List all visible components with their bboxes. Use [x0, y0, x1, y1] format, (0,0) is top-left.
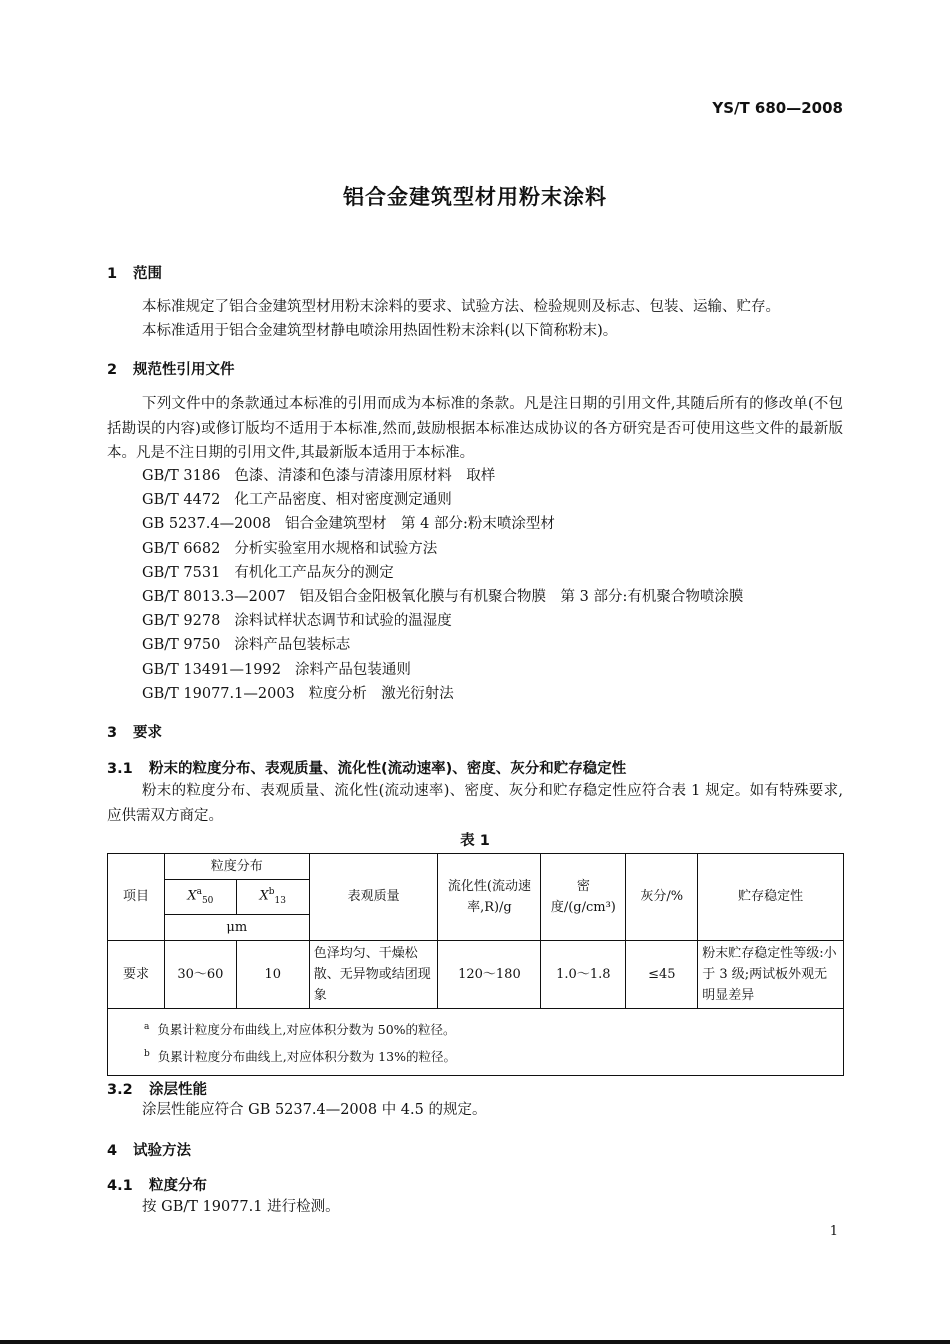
section-number: 3: [107, 725, 118, 741]
section-number: 4: [107, 1143, 118, 1159]
header-storage-stability: 贮存稳定性: [698, 854, 844, 941]
section-title: 要求: [133, 725, 162, 741]
reference-item: [142, 633, 743, 657]
reference-code: GB/T 7531: [142, 564, 221, 581]
section-3-1-paragraph: 粉末的粒度分布、表观质量、流化性(流动速率)、密度、灰分和贮存稳定性应符合表 1 规定。如有特殊要求,应供需双方商定。: [107, 783, 843, 824]
page-number: 1: [829, 1224, 838, 1239]
reference-item: [142, 464, 743, 488]
section-number: 2: [107, 362, 118, 378]
header-appearance: 表观质量: [309, 854, 438, 941]
bottom-rule: [0, 1340, 950, 1344]
standard-code: YS/T 680—2008: [712, 99, 843, 117]
header-ash: 灰分/%: [626, 854, 698, 941]
section-title: 粒度分布: [149, 1178, 207, 1194]
reference-title: 涂料试样状态调节和试验的温湿度: [234, 613, 452, 630]
requirements-table: [107, 853, 844, 1076]
header-density: 密度/(g/cm³): [541, 854, 626, 941]
reference-code: GB/T 9278: [142, 613, 221, 630]
reference-code: GB/T 19077.1—2003: [142, 685, 295, 702]
reference-item: [142, 585, 743, 609]
table-caption: 表 1: [460, 833, 490, 849]
reference-item: [142, 561, 743, 585]
reference-item: [142, 609, 743, 633]
section-2-intro: 下列文件中的条款通过本标准的引用而成为本标准的条款。凡是注日期的引用文件,其随后所有的修改单(不包括勘误的内容)或修订版均不适用于本标准,然而,鼓励根据本标准达成协议的各方研究是否可使用这些文件的最新版本。凡是不注日期的引用文件,其最新版本适用于本标准。: [107, 396, 843, 461]
section-2-heading: [107, 358, 235, 379]
row-label: 要求: [108, 940, 165, 1008]
section-3-2-paragraph: 涂层性能应符合 GB 5237.4—2008 中 4.5 的规定。: [142, 1102, 487, 1118]
reference-item: [142, 537, 743, 561]
reference-item: [142, 682, 743, 706]
reference-code: GB 5237.4—2008: [142, 516, 271, 533]
reference-title: 涂料产品包装通则: [294, 661, 411, 678]
section-1-paragraph-1: 本标准规定了铝合金建筑型材用粉末涂料的要求、试验方法、检验规则及标志、包装、运输、贮存。: [142, 299, 780, 315]
reference-code: GB/T 8013.3—2007: [142, 588, 286, 605]
section-title: 规范性引用文件: [133, 362, 235, 378]
section-3-2-heading: [107, 1078, 207, 1099]
reference-title: 有机化工产品灰分的测定: [234, 564, 394, 581]
section-4-1-heading: [107, 1174, 207, 1195]
reference-title: 分析实验室用水规格和试验方法: [234, 540, 438, 557]
reference-item: [142, 488, 743, 512]
reference-title: 化工产品密度、相对密度测定通则: [234, 492, 452, 509]
section-1-heading: [107, 262, 162, 283]
reference-title: 铝及铝合金阳极氧化膜与有机聚合物膜 第 3 部分:有机聚合物喷涂膜: [299, 588, 744, 605]
header-x50: $X^a_{50}$: [164, 880, 236, 915]
section-number: 1: [107, 266, 118, 282]
section-4-heading: [107, 1139, 191, 1160]
header-item: 项目: [108, 854, 165, 941]
section-title: 涂层性能: [149, 1082, 207, 1098]
reference-code: GB/T 9750: [142, 637, 221, 654]
section-number: 3.1: [107, 761, 133, 777]
section-3-1-heading: [107, 757, 626, 778]
section-4-1-paragraph: 按 GB/T 19077.1 进行检测。: [142, 1199, 340, 1215]
reference-title: 涂料产品包装标志: [234, 637, 351, 654]
cell-density: 1.0～1.8: [541, 940, 626, 1008]
cell-appearance: 色泽均匀、干燥松散、无异物或结团现象: [309, 940, 438, 1008]
reference-item: [142, 658, 743, 682]
reference-item: [142, 512, 743, 536]
reference-code: GB/T 4472: [142, 492, 221, 509]
section-title: 粉末的粒度分布、表观质量、流化性(流动速率)、密度、灰分和贮存稳定性: [149, 761, 627, 777]
cell-x50: 30～60: [164, 940, 236, 1008]
section-3-heading: [107, 721, 162, 742]
header-flowability: 流化性(流动速率,R)/g: [438, 854, 541, 941]
section-title: 范围: [133, 266, 162, 282]
reference-list: [142, 464, 743, 706]
cell-storage-stability: 粉末贮存稳定性等级:小于 3 级;两试板外观无明显差异: [698, 940, 844, 1008]
reference-title: 色漆、清漆和色漆与清漆用原材料 取样: [234, 468, 496, 484]
cell-flowability: 120～180: [438, 940, 541, 1008]
reference-title: 粒度分析 激光衍射法: [308, 685, 454, 702]
table-notes: [108, 1008, 844, 1075]
section-number: 4.1: [107, 1178, 133, 1194]
reference-code: GB/T 3186: [142, 468, 221, 484]
section-title: 试验方法: [133, 1143, 191, 1159]
table-note-b: $^b$ 负累计粒度分布曲线上,对应体积分数为 13%的粒径。: [144, 1049, 456, 1065]
header-unit: μm: [164, 914, 309, 940]
section-1-paragraph-2: 本标准适用于铝合金建筑型材静电喷涂用热固性粉末涂料(以下简称粉末)。: [142, 323, 618, 339]
reference-code: GB/T 13491—1992: [142, 661, 281, 678]
header-x13: $X^b_{13}$: [236, 880, 309, 915]
reference-title: 铝合金建筑型材 第 4 部分:粉末喷涂型材: [285, 516, 555, 533]
document-title: 铝合金建筑型材用粉末涂料: [343, 185, 607, 209]
reference-code: GB/T 6682: [142, 540, 221, 557]
section-number: 3.2: [107, 1082, 133, 1098]
table-note-a: $^a$ 负累计粒度分布曲线上,对应体积分数为 50%的粒径。: [144, 1021, 456, 1038]
header-particle-size: 粒度分布: [164, 854, 309, 880]
cell-x13: 10: [236, 940, 309, 1008]
cell-ash: ≤45: [626, 940, 698, 1008]
